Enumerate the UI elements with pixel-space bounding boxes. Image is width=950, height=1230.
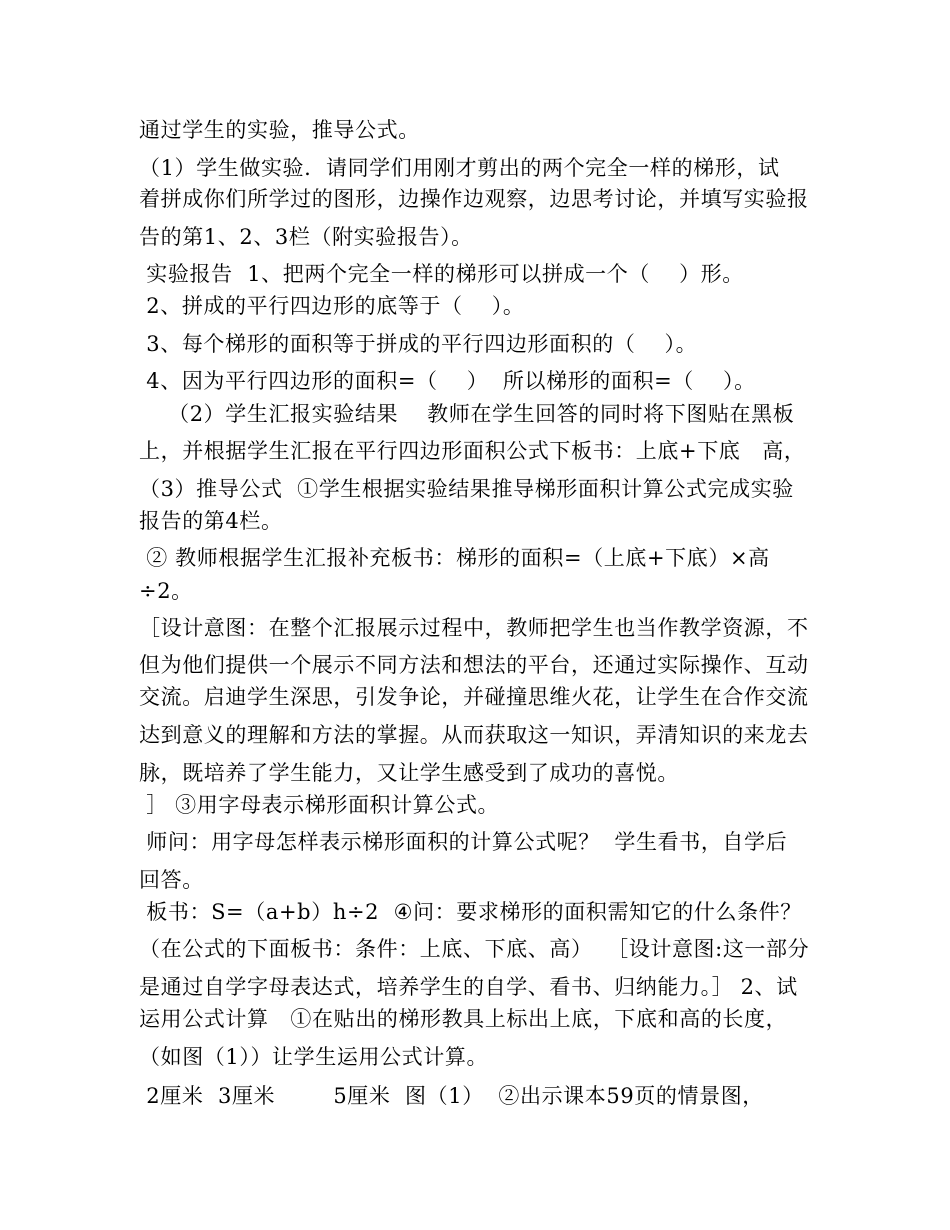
text-line-5: 实验报告 1、把两个完全一样的梯形可以拼成一个（ ）形。 [139, 262, 744, 286]
text-line-27: （如图（1））让学生运用公式计算。 [139, 1045, 489, 1069]
text-line-8: 4、因为平行四边形的面积=（ ） 所以梯形的面积=（ ）。 [139, 369, 756, 393]
text-line-21: 师问：用字母怎样表示梯形面积的计算公式呢？ 学生看书，自学后 [139, 830, 788, 854]
text-line-12: 报告的第4栏。 [139, 509, 283, 533]
text-line-9: （2）学生汇报实验结果 教师在学生回答的同时将下图贴在黑板 [139, 402, 795, 426]
text-line-10: 上，并根据学生汇报在平行四边形面积公式下板书：上底+下底 高， [139, 439, 806, 463]
text-line-13: ② 教师根据学生汇报补充板书：梯形的面积=（上底+下底）×高 [139, 546, 770, 570]
text-line-3: 着拼成你们所学过的图形，边操作边观察，边思考讨论，并填写实验报 [139, 187, 809, 211]
text-line-1: 通过学生的实验，推导公式。 [139, 118, 420, 142]
text-line-24: （在公式的下面板书：条件：上底、下底、高） ［设计意图:这一部分 [139, 937, 810, 961]
text-line-14: ÷2。 [139, 579, 193, 603]
text-line-18: 达到意义的理解和方法的掌握。从而获取这一知识，弄清知识的来龙去 [139, 723, 809, 747]
text-line-11: （3）推导公式 ①学生根据实验结果推导梯形面积计算公式完成实验 [139, 477, 794, 501]
text-line-19: 脉，既培养了学生能力，又让学生感受到了成功的喜悦。 [139, 761, 679, 785]
text-line-28: 2厘米 3厘米 5厘米 图（1） ②出示课本59页的情景图， [139, 1084, 764, 1108]
text-line-16: 但为他们提供一个展示不同方法和想法的平台，还通过实际操作、互动 [139, 653, 809, 677]
text-line-6: 2、拼成的平行四边形的底等于（ ）。 [139, 294, 525, 318]
text-line-7: 3、每个梯形的面积等于拼成的平行四边形面积的（ ）。 [139, 332, 698, 356]
text-line-17: 交流。启迪学生深思，引发争论，并碰撞思维火花，让学生在合作交流 [139, 685, 809, 709]
text-line-26: 运用公式计算 ①在贴出的梯形教具上标出上底，下底和高的长度， [139, 1007, 788, 1031]
text-line-20: ］ ③用字母表示梯形面积计算公式。 [139, 793, 500, 817]
text-line-23: 板书：S=（a+b）h÷2 ④问：要求梯形的面积需知它的什么条件？ [139, 900, 802, 924]
text-line-4: 告的第1、2、3栏（附实验报告）。 [139, 225, 473, 249]
text-line-15: ［设计意图：在整个汇报展示过程中，教师把学生也当作教学资源，不 [139, 616, 809, 640]
text-line-25: 是通过自学字母表达式，培养学生的自学、看书、归纳能力。］ 2、试 [139, 975, 798, 999]
text-line-22: 回答。 [139, 868, 204, 892]
text-line-2: （1）学生做实验. 请同学们用刚才剪出的两个完全一样的梯形，试 [139, 156, 780, 180]
